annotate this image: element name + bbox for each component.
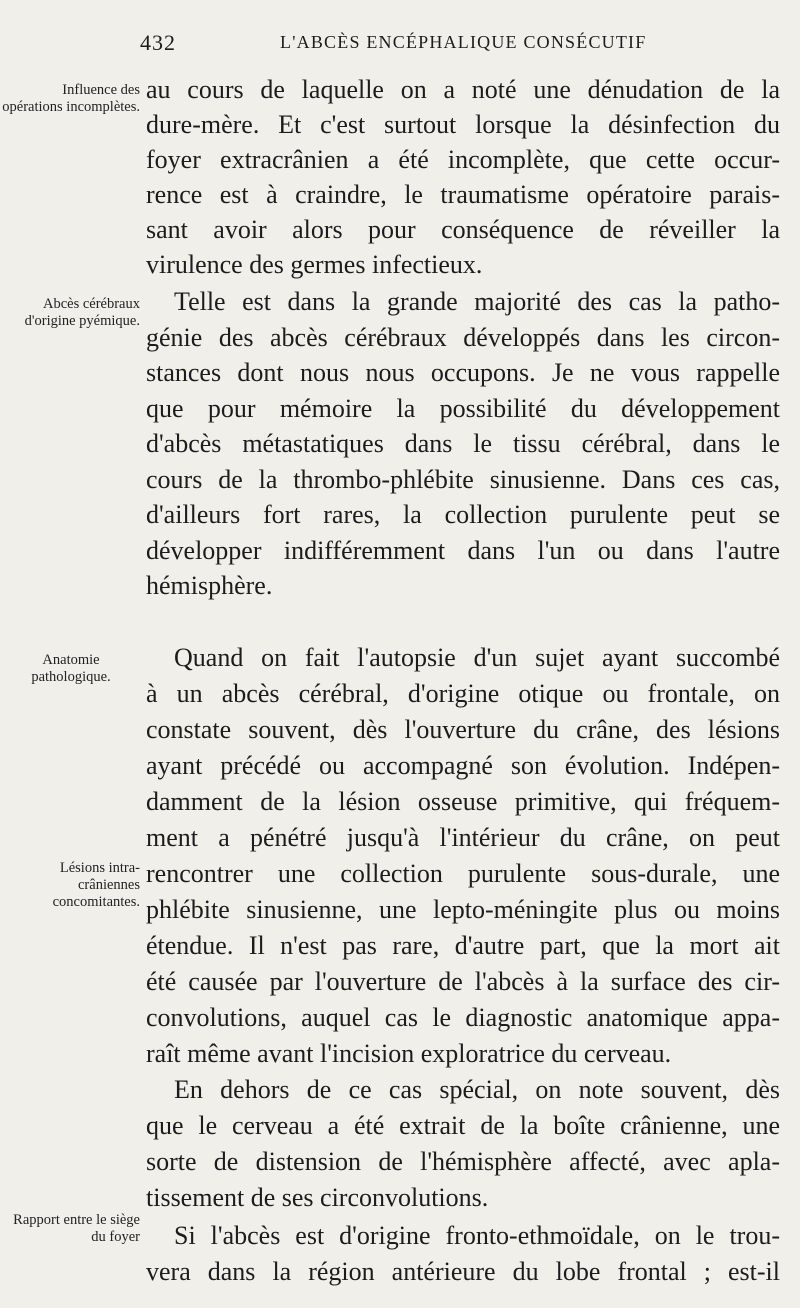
text-line: rence est à craindre, le traumatisme opératoire parais- (146, 180, 780, 209)
text-line: En dehors de ce cas spécial, on note souvent, dès (174, 1075, 780, 1104)
text-line: Quand on fait l'autopsie d'un sujet ayant succombé (174, 643, 780, 672)
margin-note-anatomie: Anatomie pathologique. (31, 652, 111, 685)
margin-note-rapport: Rapport entre le siège du foyer (13, 1212, 140, 1245)
running-title: L'ABCÈS ENCÉPHALIQUE CONSÉCUTIF (280, 32, 647, 52)
text-line: au cours de laquelle on a noté une dénudation de la (146, 75, 780, 104)
text-line: constate souvent, dès l'ouverture du crâne, des lésions (146, 715, 780, 744)
text-line: d'ailleurs fort rares, la collection purulente peut se (146, 500, 780, 529)
margin-note-lesions: Lésions intra-crâniennes concomitantes. (52, 860, 140, 910)
text-line: ayant précédé ou accompagné son évolution. Indépen- (146, 751, 780, 780)
page-header (140, 30, 780, 60)
text-line: sorte de distension de l'hémisphère affecté, avec apla- (146, 1147, 780, 1176)
text-line: convolutions, auquel cas le diagnostic anatomique appa- (146, 1003, 780, 1032)
text-line: damment de la lésion osseuse primitive, qui fréquem- (146, 787, 780, 816)
text-line: développer indifféremment dans l'un ou dans l'autre (146, 536, 780, 565)
text-line: à un abcès cérébral, d'origine otique ou frontale, on (146, 679, 780, 708)
text-line: raît même avant l'incision exploratrice du cerveau. (146, 1039, 672, 1068)
text-line: sant avoir alors pour conséquence de réveiller la (146, 215, 780, 244)
page-number: 432 (140, 30, 176, 55)
text-line: vera dans la région antérieure du lobe frontal ; est-il (146, 1257, 780, 1286)
text-line: cours de la thrombo-phlébite sinusienne. Dans ces cas, (146, 465, 780, 494)
text-line: phlébite sinusienne, une lepto-méningite plus ou moins (146, 895, 780, 924)
text-line: été causée par l'ouverture de l'abcès à la surface des cir- (146, 967, 780, 996)
text-line: virulence des germes infectieux. (146, 250, 483, 279)
text-line: foyer extracrânien a été incomplète, que cette occur- (146, 145, 780, 174)
text-line: dure-mère. Et c'est surtout lorsque la désinfection du (146, 110, 780, 139)
text-line: rencontrer une collection purulente sous-durale, une (146, 859, 780, 888)
margin-note-operations: Influence des opérations incomplètes. (2, 82, 140, 115)
text-line: tissement de ses circonvolutions. (146, 1183, 489, 1212)
text-line: d'abcès métastatiques dans le tissu cérébral, dans le (146, 429, 780, 458)
text-line: Telle est dans la grande majorité des cas la patho- (174, 287, 780, 316)
text-line: Si l'abcès est d'origine fronto-ethmoïdale, on le trou- (174, 1221, 780, 1250)
text-line: stances dont nous nous occupons. Je ne vous rappelle (146, 358, 780, 387)
text-line: étendue. Il n'est pas rare, d'autre part, que la mort ait (146, 931, 780, 960)
text-line: que le cerveau a été extrait de la boîte crânienne, une (146, 1111, 780, 1140)
text-line: hémisphère. (146, 571, 273, 600)
text-line: ment a pénétré jusqu'à l'intérieur du crâne, on peut (146, 823, 780, 852)
text-line: que pour mémoire la possibilité du développement (146, 394, 780, 423)
text-line: génie des abcès cérébraux développés dans les circon- (146, 323, 780, 352)
margin-note-pyemique: Abcès cérébraux d'origine pyémique. (24, 296, 140, 329)
